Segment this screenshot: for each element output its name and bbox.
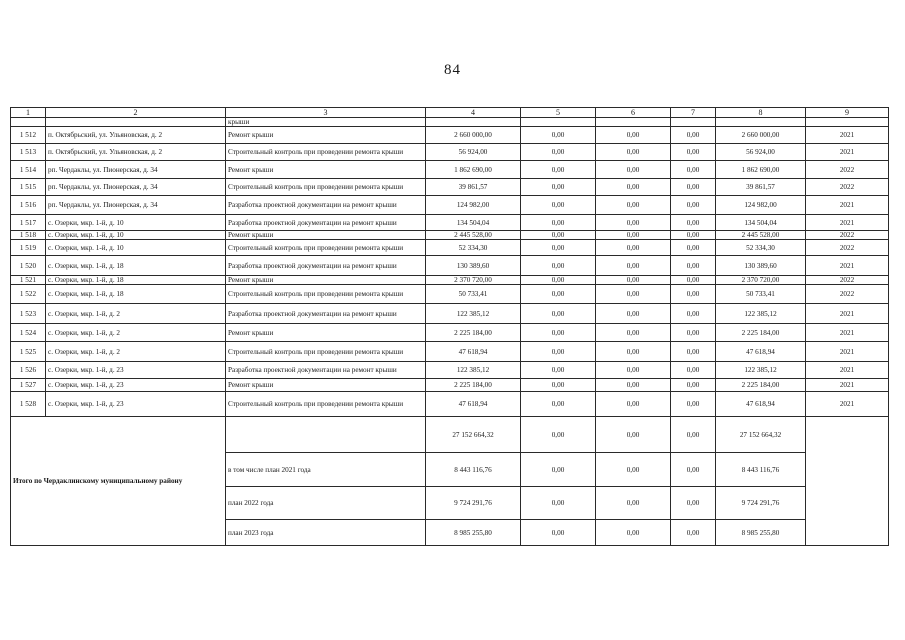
row-col8: 134 504,04 — [716, 215, 806, 231]
column-header-row — [11, 108, 889, 118]
row-col7: 0,00 — [671, 179, 716, 196]
row-col5: 0,00 — [521, 379, 596, 392]
row-col5: 0,00 — [521, 215, 596, 231]
row-id: 1 517 — [11, 215, 46, 231]
row-work-type: Разработка проектной документации на ремонт крыши — [226, 256, 426, 276]
plan-col7: 0,00 — [671, 487, 716, 520]
row-col7: 0,00 — [671, 256, 716, 276]
row-col6: 0,00 — [596, 324, 671, 342]
row-col8: 50 733,41 — [716, 285, 806, 304]
summary-label: Итого по Чердаклинскому муниципальному району — [11, 417, 226, 546]
row-year: 2021 — [806, 379, 889, 392]
row-work-type: Ремонт крыши — [226, 161, 426, 179]
row-col7: 0,00 — [671, 161, 716, 179]
row-col6: 0,00 — [596, 196, 671, 215]
row-year: 2021 — [806, 215, 889, 231]
row-work-type: Разработка проектной документации на ремонт крыши — [226, 196, 426, 215]
row-id: 1 520 — [11, 256, 46, 276]
plan-col5: 0,00 — [521, 520, 596, 546]
plan-col7: 0,00 — [671, 520, 716, 546]
table-row — [11, 240, 889, 256]
row-work-type: Ремонт крыши — [226, 379, 426, 392]
row-address: п. Октябрьский, ул. Ульяновская, д. 2 — [46, 127, 226, 144]
plan-total: 8 443 116,76 — [426, 453, 521, 487]
row-id: 1 514 — [11, 161, 46, 179]
row-year: 2022 — [806, 161, 889, 179]
plan-col6: 0,00 — [596, 487, 671, 520]
table-row — [11, 285, 889, 304]
row-id: 1 525 — [11, 342, 46, 362]
row-year: 2021 — [806, 144, 889, 161]
row-col7: 0,00 — [671, 304, 716, 324]
row-id: 1 522 — [11, 285, 46, 304]
row-total: 2 445 528,00 — [426, 231, 521, 240]
summary-row — [11, 417, 889, 453]
plan-col5: 0,00 — [521, 453, 596, 487]
row-col8: 2 445 528,00 — [716, 231, 806, 240]
row-col6: 0,00 — [596, 342, 671, 362]
row-col6: 0,00 — [596, 127, 671, 144]
row-work-type: Разработка проектной документации на ремонт крыши — [226, 215, 426, 231]
row-col7: 0,00 — [671, 231, 716, 240]
page-number: 84 — [444, 62, 461, 78]
summary-blank — [226, 417, 426, 453]
row-id: 1 523 — [11, 304, 46, 324]
row-col8: 2 660 000,00 — [716, 127, 806, 144]
row-col5: 0,00 — [521, 240, 596, 256]
continuation-text: крыши — [226, 118, 426, 127]
row-year: 2021 — [806, 127, 889, 144]
row-year: 2022 — [806, 276, 889, 285]
row-col7: 0,00 — [671, 215, 716, 231]
row-work-type: Строительный контроль при проведении ремонта крыши — [226, 285, 426, 304]
row-col5: 0,00 — [521, 161, 596, 179]
row-col7: 0,00 — [671, 392, 716, 417]
plan-label: в том числе план 2021 года — [226, 453, 426, 487]
row-address: с. Озерки, мкр. 1-й, д. 23 — [46, 379, 226, 392]
row-col8: 47 618,94 — [716, 342, 806, 362]
row-total: 52 334,30 — [426, 240, 521, 256]
row-year: 2022 — [806, 179, 889, 196]
row-col5: 0,00 — [521, 324, 596, 342]
row-col8: 56 924,00 — [716, 144, 806, 161]
row-col5: 0,00 — [521, 392, 596, 417]
table-row — [11, 256, 889, 276]
row-year: 2022 — [806, 231, 889, 240]
row-address: с. Озерки, мкр. 1-й, д. 2 — [46, 342, 226, 362]
row-address: с. Озерки, мкр. 1-й, д. 2 — [46, 304, 226, 324]
row-col5: 0,00 — [521, 342, 596, 362]
row-year: 2021 — [806, 362, 889, 379]
row-col6: 0,00 — [596, 144, 671, 161]
row-address: с. Озерки, мкр. 1-й, д. 10 — [46, 215, 226, 231]
row-id: 1 518 — [11, 231, 46, 240]
row-col6: 0,00 — [596, 285, 671, 304]
row-id: 1 527 — [11, 379, 46, 392]
column-header: 1 — [11, 108, 46, 118]
row-total: 134 504,04 — [426, 215, 521, 231]
row-work-type: Ремонт крыши — [226, 127, 426, 144]
column-header: 2 — [46, 108, 226, 118]
row-address: п. Октябрьский, ул. Ульяновская, д. 2 — [46, 144, 226, 161]
row-total: 124 982,00 — [426, 196, 521, 215]
row-col6: 0,00 — [596, 215, 671, 231]
row-id: 1 519 — [11, 240, 46, 256]
row-total: 2 225 184,00 — [426, 379, 521, 392]
row-address: с. Озерки, мкр. 1-й, д. 10 — [46, 240, 226, 256]
summary-col8: 27 152 664,32 — [716, 417, 806, 453]
row-total: 47 618,94 — [426, 342, 521, 362]
row-year: 2021 — [806, 392, 889, 417]
row-id: 1 524 — [11, 324, 46, 342]
column-header: 7 — [671, 108, 716, 118]
row-total: 56 924,00 — [426, 144, 521, 161]
row-year: 2022 — [806, 285, 889, 304]
row-col7: 0,00 — [671, 127, 716, 144]
summary-col6: 0,00 — [596, 417, 671, 453]
table-row — [11, 127, 889, 144]
plan-label: план 2022 года — [226, 487, 426, 520]
column-header: 4 — [426, 108, 521, 118]
row-col5: 0,00 — [521, 196, 596, 215]
row-total: 47 618,94 — [426, 392, 521, 417]
table-row — [11, 144, 889, 161]
row-total: 122 385,12 — [426, 362, 521, 379]
column-header: 8 — [716, 108, 806, 118]
column-header: 3 — [226, 108, 426, 118]
row-col8: 2 370 720,00 — [716, 276, 806, 285]
row-col8: 2 225 184,00 — [716, 379, 806, 392]
row-col8: 39 861,57 — [716, 179, 806, 196]
plan-col8: 9 724 291,76 — [716, 487, 806, 520]
summary-col7: 0,00 — [671, 417, 716, 453]
row-col8: 1 862 690,00 — [716, 161, 806, 179]
summary-year-blank — [806, 417, 889, 546]
plan-label: план 2023 года — [226, 520, 426, 546]
column-header: 5 — [521, 108, 596, 118]
row-col6: 0,00 — [596, 231, 671, 240]
row-col5: 0,00 — [521, 179, 596, 196]
row-year: 2022 — [806, 240, 889, 256]
row-address: с. Озерки, мкр. 1-й, д. 18 — [46, 276, 226, 285]
row-total: 130 389,60 — [426, 256, 521, 276]
table-row — [11, 161, 889, 179]
row-year: 2021 — [806, 304, 889, 324]
row-total: 2 225 184,00 — [426, 324, 521, 342]
row-col5: 0,00 — [521, 285, 596, 304]
row-id: 1 513 — [11, 144, 46, 161]
plan-col6: 0,00 — [596, 453, 671, 487]
row-col6: 0,00 — [596, 161, 671, 179]
row-address: с. Озерки, мкр. 1-й, д. 2 — [46, 324, 226, 342]
row-work-type: Разработка проектной документации на ремонт крыши — [226, 304, 426, 324]
table-row — [11, 215, 889, 231]
row-id: 1 516 — [11, 196, 46, 215]
row-col8: 47 618,94 — [716, 392, 806, 417]
row-col6: 0,00 — [596, 379, 671, 392]
row-col5: 0,00 — [521, 231, 596, 240]
row-col7: 0,00 — [671, 285, 716, 304]
row-col7: 0,00 — [671, 362, 716, 379]
row-address: с. Озерки, мкр. 1-й, д. 18 — [46, 285, 226, 304]
row-year: 2021 — [806, 342, 889, 362]
row-work-type: Строительный контроль при проведении ремонта крыши — [226, 240, 426, 256]
row-col8: 2 225 184,00 — [716, 324, 806, 342]
row-work-type: Строительный контроль при проведении ремонта крыши — [226, 342, 426, 362]
row-col5: 0,00 — [521, 276, 596, 285]
plan-col8: 8 985 255,80 — [716, 520, 806, 546]
column-header: 6 — [596, 108, 671, 118]
plan-total: 8 985 255,80 — [426, 520, 521, 546]
row-address: с. Озерки, мкр. 1-й, д. 18 — [46, 256, 226, 276]
row-col7: 0,00 — [671, 144, 716, 161]
table-row — [11, 379, 889, 392]
row-address: рп. Чердаклы, ул. Пионерская, д. 34 — [46, 179, 226, 196]
row-year: 2021 — [806, 324, 889, 342]
row-col6: 0,00 — [596, 304, 671, 324]
row-col7: 0,00 — [671, 342, 716, 362]
plan-col6: 0,00 — [596, 520, 671, 546]
row-col7: 0,00 — [671, 379, 716, 392]
table-row — [11, 304, 889, 324]
row-address: с. Озерки, мкр. 1-й, д. 23 — [46, 392, 226, 417]
row-col5: 0,00 — [521, 127, 596, 144]
row-total: 122 385,12 — [426, 304, 521, 324]
row-work-type: Ремонт крыши — [226, 276, 426, 285]
row-year: 2021 — [806, 256, 889, 276]
table-row — [11, 179, 889, 196]
row-work-type: Ремонт крыши — [226, 324, 426, 342]
table-row — [11, 342, 889, 362]
row-year: 2021 — [806, 196, 889, 215]
row-col6: 0,00 — [596, 240, 671, 256]
row-address: рп. Чердаклы, ул. Пионерская, д. 34 — [46, 196, 226, 215]
row-col8: 122 385,12 — [716, 304, 806, 324]
row-address: с. Озерки, мкр. 1-й, д. 23 — [46, 362, 226, 379]
row-col5: 0,00 — [521, 256, 596, 276]
row-col7: 0,00 — [671, 240, 716, 256]
row-col7: 0,00 — [671, 324, 716, 342]
row-work-type: Строительный контроль при проведении ремонта крыши — [226, 179, 426, 196]
row-col6: 0,00 — [596, 392, 671, 417]
row-col5: 0,00 — [521, 304, 596, 324]
plan-col8: 8 443 116,76 — [716, 453, 806, 487]
plan-col7: 0,00 — [671, 453, 716, 487]
row-work-type: Ремонт крыши — [226, 231, 426, 240]
row-col6: 0,00 — [596, 256, 671, 276]
row-col8: 122 385,12 — [716, 362, 806, 379]
table-row — [11, 392, 889, 417]
row-col5: 0,00 — [521, 362, 596, 379]
budget-table — [10, 107, 889, 546]
table-row — [11, 362, 889, 379]
row-total: 1 862 690,00 — [426, 161, 521, 179]
summary-total: 27 152 664,32 — [426, 417, 521, 453]
table-row — [11, 196, 889, 215]
row-work-type: Строительный контроль при проведении ремонта крыши — [226, 392, 426, 417]
row-total: 2 660 000,00 — [426, 127, 521, 144]
summary-col5: 0,00 — [521, 417, 596, 453]
row-id: 1 512 — [11, 127, 46, 144]
row-work-type: Строительный контроль при проведении ремонта крыши — [226, 144, 426, 161]
row-address: рп. Чердаклы, ул. Пионерская, д. 34 — [46, 161, 226, 179]
row-col8: 52 334,30 — [716, 240, 806, 256]
column-header: 9 — [806, 108, 889, 118]
row-address: с. Озерки, мкр. 1-й, д. 10 — [46, 231, 226, 240]
row-col8: 124 982,00 — [716, 196, 806, 215]
table-row — [11, 324, 889, 342]
plan-col5: 0,00 — [521, 487, 596, 520]
row-col7: 0,00 — [671, 276, 716, 285]
table-row — [11, 231, 889, 240]
row-col6: 0,00 — [596, 179, 671, 196]
plan-total: 9 724 291,76 — [426, 487, 521, 520]
table-row — [11, 276, 889, 285]
row-id: 1 526 — [11, 362, 46, 379]
row-id: 1 521 — [11, 276, 46, 285]
row-id: 1 515 — [11, 179, 46, 196]
continuation-row — [11, 118, 889, 127]
row-id: 1 528 — [11, 392, 46, 417]
row-total: 39 861,57 — [426, 179, 521, 196]
row-total: 2 370 720,00 — [426, 276, 521, 285]
row-col6: 0,00 — [596, 362, 671, 379]
row-col5: 0,00 — [521, 144, 596, 161]
row-total: 50 733,41 — [426, 285, 521, 304]
row-col6: 0,00 — [596, 276, 671, 285]
row-col7: 0,00 — [671, 196, 716, 215]
row-work-type: Разработка проектной документации на ремонт крыши — [226, 362, 426, 379]
row-col8: 130 389,60 — [716, 256, 806, 276]
